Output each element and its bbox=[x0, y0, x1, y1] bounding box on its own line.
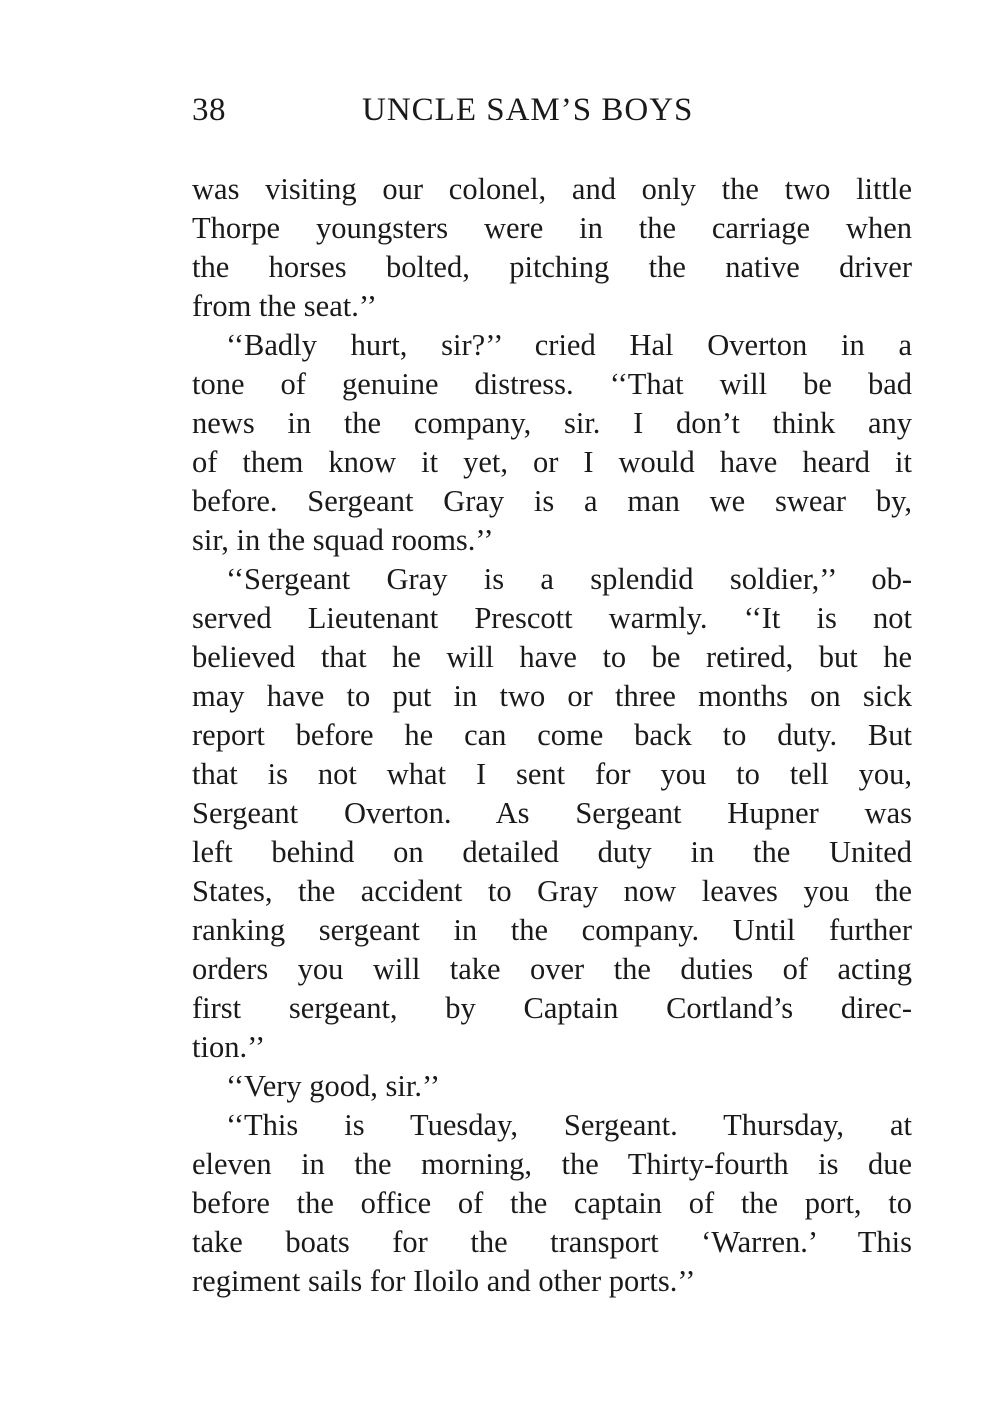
text-line: Thorpe youngsters were in the carriage when bbox=[192, 211, 912, 245]
text-line: may have to put in two or three months on sick bbox=[192, 679, 912, 713]
text-line: ‘‘Very good, sir.’’ bbox=[226, 1069, 441, 1103]
text-line: sir, in the squad rooms.’’ bbox=[192, 523, 494, 557]
text-line: tone of genuine distress. ‘‘That will be bad bbox=[192, 367, 912, 401]
text-line: ‘‘This is Tuesday, Sergeant. Thursday, at bbox=[226, 1108, 912, 1142]
text-line: the horses bolted, pitching the native driver bbox=[192, 250, 912, 284]
text-line: believed that he will have to be retired, but he bbox=[192, 640, 912, 674]
text-line: regiment sails for Iloilo and other ports.’’ bbox=[192, 1264, 696, 1298]
text-line: news in the company, sir. I don’t think any bbox=[192, 406, 912, 440]
page-header bbox=[192, 88, 912, 132]
text-line: ranking sergeant in the company. Until further bbox=[192, 913, 912, 947]
text-line: orders you will take over the duties of acting bbox=[192, 952, 912, 986]
text-line: that is not what I sent for you to tell you, bbox=[192, 757, 912, 791]
text-line: ‘‘Sergeant Gray is a splendid soldier,’’ ob- bbox=[226, 562, 912, 596]
text-line: eleven in the morning, the Thirty-fourth is due bbox=[192, 1147, 912, 1181]
text-line: of them know it yet, or I would have heard it bbox=[192, 445, 912, 479]
text-line: tion.’’ bbox=[192, 1030, 266, 1064]
page-number: 38 bbox=[192, 92, 226, 128]
text-line: before the office of the captain of the port, to bbox=[192, 1186, 912, 1220]
text-line: was visiting our colonel, and only the two little bbox=[192, 172, 912, 206]
text-line: before. Sergeant Gray is a man we swear by, bbox=[192, 484, 912, 518]
running-head: UNCLE SAM’S BOYS bbox=[362, 92, 694, 128]
text-line: report before he can come back to duty. But bbox=[192, 718, 912, 752]
text-line: ‘‘Badly hurt, sir?’’ cried Hal Overton in a bbox=[226, 328, 912, 362]
text-line: States, the accident to Gray now leaves you the bbox=[192, 874, 912, 908]
text-line: Sergeant Overton. As Sergeant Hupner was bbox=[192, 796, 912, 830]
text-line: first sergeant, by Captain Cortland’s direc- bbox=[192, 991, 912, 1025]
text-line: from the seat.’’ bbox=[192, 289, 377, 323]
body-text bbox=[192, 170, 912, 1301]
text-line: served Lieutenant Prescott warmly. ‘‘It is not bbox=[192, 601, 912, 635]
text-line: left behind on detailed duty in the United bbox=[192, 835, 912, 869]
text-line: take boats for the transport ‘Warren.’ This bbox=[192, 1225, 912, 1259]
